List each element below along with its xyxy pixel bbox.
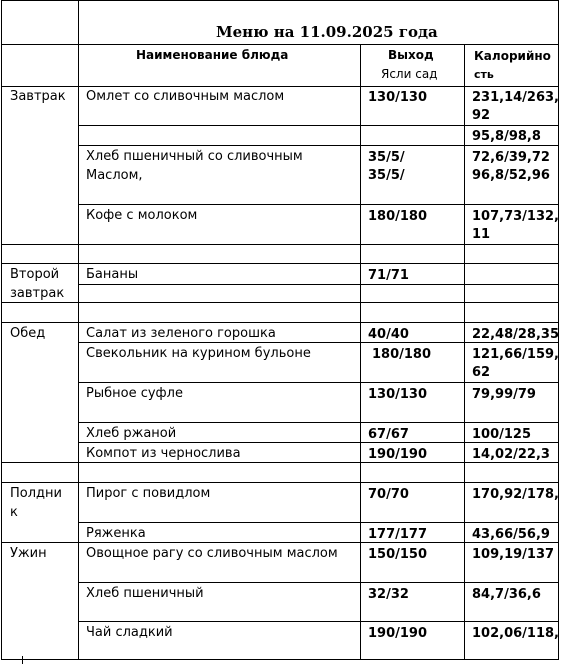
dish-rye-bread: Хлеб ржаной [86, 426, 177, 441]
calories-pie: 170,92/178, [472, 487, 559, 502]
output-beet-soup: 180/180 [372, 347, 432, 362]
border-r1 [78, 125, 559, 126]
meal-breakfast: Завтрак [10, 89, 66, 104]
calories-beet-soup-1: 121,66/159, [472, 347, 559, 362]
border-left [1, 0, 2, 660]
dish-ryazhenka: Ряженка [86, 526, 146, 541]
dish-wheat-bread: Хлеб пшеничный [86, 586, 204, 601]
calories-coffee-1: 107,73/132, [472, 209, 559, 224]
meal-lunch: Обед [10, 326, 46, 341]
calories-rye-bread: 100/125 [472, 427, 532, 442]
calories-coffee-2: 11 [472, 227, 491, 242]
dish-vegetable-ragout: Овощное рагу со сливочным маслом [86, 546, 338, 561]
dish-bananas: Бананы [86, 267, 139, 282]
calories-extra: 95,8/98,8 [472, 129, 541, 144]
output-wheat-bread: 32/32 [368, 587, 409, 602]
calories-omelet-2: 92 [472, 108, 491, 123]
dish-pie: Пирог с повидлом [86, 486, 211, 501]
output-salad: 40/40 [368, 327, 409, 342]
border-r14 [1, 482, 559, 483]
header-output-sub: Ясли сад [381, 67, 438, 81]
output-ryazhenka: 177/177 [368, 527, 428, 542]
dish-coffee: Кофе с молоком [86, 208, 198, 223]
dish-omelet: Омлет со сливочным маслом [86, 89, 285, 104]
header-dish-name: Наименование блюда [136, 48, 289, 62]
border-r10 [78, 382, 559, 383]
dish-sweet-tea: Чай сладкий [86, 625, 173, 640]
border-r8 [1, 322, 559, 323]
calories-wheat-bread: 84,7/36,6 [472, 587, 541, 602]
dish-fish-souffle: Рыбное суфле [86, 386, 183, 401]
output-omelet: 130/130 [368, 90, 428, 105]
border-r6 [78, 284, 559, 285]
stray-mark [22, 656, 23, 664]
calories-vegetable-ragout: 109,19/137 [472, 547, 555, 562]
calories-bread-1: 72,6/39,72 [472, 150, 550, 165]
calories-ryazhenka: 43,66/56,9 [472, 527, 550, 542]
dish-compote: Компот из чернослива [86, 446, 241, 461]
border-bottom [1, 659, 559, 660]
output-pie: 70/70 [368, 487, 409, 502]
output-vegetable-ragout: 150/150 [368, 547, 428, 562]
output-bread-1: 35/5/ [368, 150, 405, 165]
border-r7 [1, 302, 559, 303]
header-output: Выход [388, 48, 434, 62]
output-coffee: 180/180 [368, 209, 428, 224]
output-bread-2: 35/5/ [368, 168, 405, 183]
calories-beet-soup-2: 62 [472, 365, 491, 380]
calories-salad: 22,48/28,35 [472, 327, 559, 342]
calories-compote: 14,02/22,3 [472, 447, 550, 462]
meal-dinner: Ужин [10, 546, 47, 561]
dish-bread-2: Маслом, [86, 168, 143, 183]
border-col1 [78, 0, 79, 660]
border-r4 [1, 244, 559, 245]
page-title: Меню на 11.09.2025 года [216, 23, 438, 41]
calories-sweet-tea: 102,06/118, [472, 626, 559, 641]
border-r11 [78, 422, 559, 423]
border-top [1, 0, 559, 1]
header-calories-2: сть [474, 68, 494, 81]
header-calories-1: Калорийно [474, 49, 551, 63]
calories-omelet-1: 231,14/263, [472, 90, 559, 105]
border-r17 [78, 582, 559, 583]
output-bananas: 71/71 [368, 268, 409, 283]
calories-fish-souffle: 79,99/79 [472, 387, 536, 402]
meal-second-breakfast-2: завтрак [10, 286, 65, 301]
meal-snack-2: к [10, 505, 18, 520]
dish-beet-soup: Свекольник на курином бульоне [86, 346, 311, 361]
output-sweet-tea: 190/190 [368, 626, 428, 641]
border-r3 [78, 204, 559, 205]
meal-second-breakfast-1: Второй [10, 267, 60, 282]
meal-snack-1: Полдни [10, 486, 62, 501]
border-col2 [360, 44, 361, 660]
border-r15 [78, 522, 559, 523]
border-col3 [464, 44, 465, 660]
output-rye-bread: 67/67 [368, 427, 409, 442]
output-compote: 190/190 [368, 447, 428, 462]
border-r5 [1, 263, 559, 264]
output-fish-souffle: 130/130 [368, 387, 428, 402]
dish-bread-1: Хлеб пшеничный со сливочным [86, 149, 303, 164]
border-r18 [78, 621, 559, 622]
border-title [1, 44, 559, 45]
calories-bread-2: 96,8/52,96 [472, 168, 550, 183]
dish-salad: Салат из зеленого горошка [86, 326, 276, 341]
